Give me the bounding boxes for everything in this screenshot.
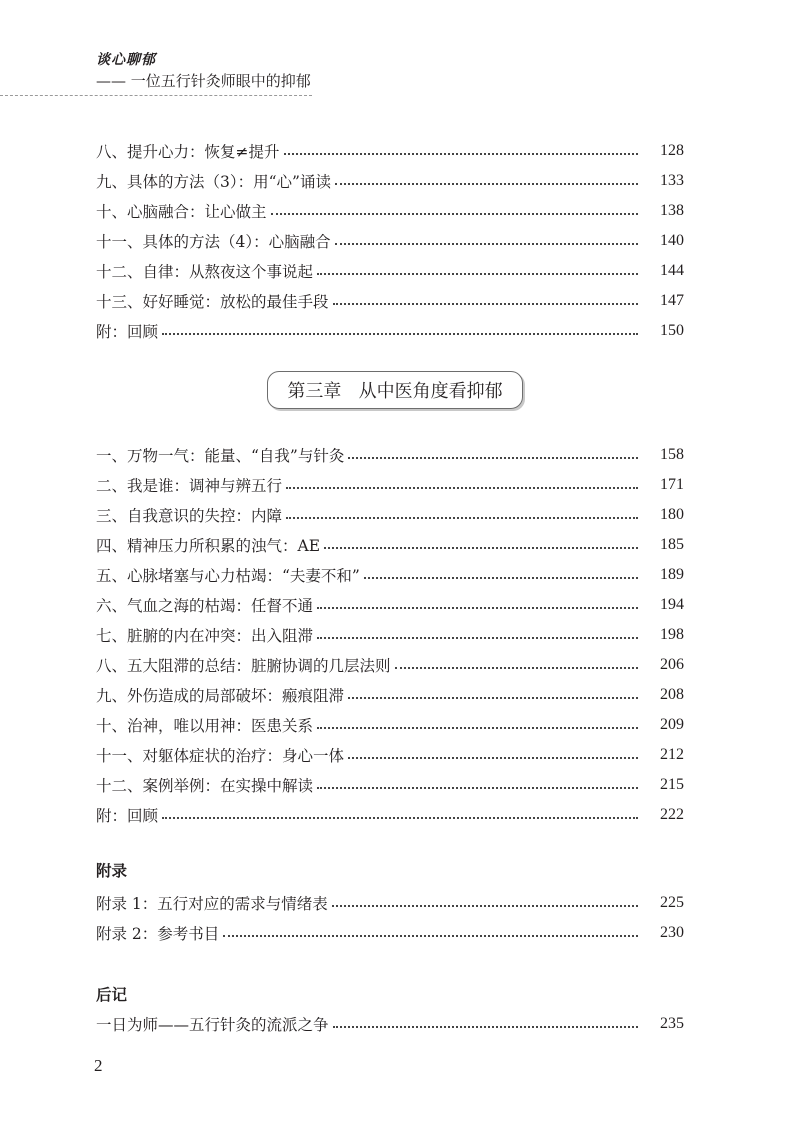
toc-entry[interactable] [96, 800, 684, 830]
toc-entry[interactable] [96, 440, 684, 470]
toc-entry-page: 235 [660, 1015, 684, 1032]
toc-appendix-list [96, 888, 684, 948]
toc-entry-page: 150 [660, 322, 684, 339]
dot-leader [348, 757, 638, 759]
dot-leader [332, 905, 638, 907]
dot-leader [162, 333, 638, 335]
toc-entry-title: 十一、对躯体症状的治疗：身心一体 [96, 747, 345, 765]
toc-entry[interactable] [96, 316, 684, 346]
toc-entry-page: 208 [660, 686, 684, 703]
toc-entry-page: 133 [660, 172, 684, 189]
toc-entry[interactable] [96, 560, 684, 590]
toc-entry[interactable] [96, 256, 684, 286]
dot-leader [317, 787, 638, 789]
toc-entry[interactable] [96, 620, 684, 650]
toc-entry-title: 十二、案例举例：在实操中解读 [96, 777, 314, 795]
toc-entry-page: 212 [660, 746, 684, 763]
toc-entry-page: 140 [660, 232, 684, 249]
toc-entry-page: 222 [660, 806, 684, 823]
toc-entry-title: 十、心脑融合：让心做主 [96, 203, 267, 221]
toc-entry-title: 附录 2：参考书目 [96, 925, 220, 943]
toc-entry-title: 八、五大阻滞的总结：脏腑协调的几层法则 [96, 657, 391, 675]
toc-entry[interactable] [96, 470, 684, 500]
toc-entry-page: 189 [660, 566, 684, 583]
toc-entry-page: 180 [660, 506, 684, 523]
dot-leader [317, 607, 638, 609]
toc-entry-page: 144 [660, 262, 684, 279]
running-header [96, 50, 316, 92]
dot-leader [324, 547, 638, 549]
toc-entry-page: 138 [660, 202, 684, 219]
toc-entry-page: 215 [660, 776, 684, 793]
toc-entry[interactable] [96, 136, 684, 166]
toc-entry[interactable] [96, 888, 684, 918]
toc-entry[interactable] [96, 530, 684, 560]
toc-entry-title: 附：回顾 [96, 323, 159, 341]
dot-leader [223, 935, 638, 937]
appendix-heading: 附录 [96, 862, 128, 880]
toc-entry[interactable] [96, 710, 684, 740]
toc-entry[interactable] [96, 590, 684, 620]
toc-entry-page: 158 [660, 446, 684, 463]
toc-entry-page: 185 [660, 536, 684, 553]
toc-entry-page: 209 [660, 716, 684, 733]
dot-leader [271, 213, 638, 215]
toc-entry-title: 二、我是谁：调神与辨五行 [96, 477, 283, 495]
toc-entry-title: 六、气血之海的枯竭：任督不通 [96, 597, 314, 615]
toc-entry[interactable] [96, 166, 684, 196]
dot-leader [395, 667, 638, 669]
toc-entry-title: 附录 1：五行对应的需求与情绪表 [96, 895, 328, 913]
toc-entry-page: 206 [660, 656, 684, 673]
toc-entry-title: 十一、具体的方法（4）：心脑融合 [96, 233, 331, 251]
dot-leader [286, 487, 638, 489]
toc-chapter2-list [96, 136, 684, 346]
dot-leader [335, 243, 638, 245]
toc-entry-title: 九、具体的方法（3）：用“心”诵读 [96, 173, 331, 191]
toc-entry-title: 附：回顾 [96, 807, 159, 825]
toc-entry-page: 147 [660, 292, 684, 309]
dot-leader [162, 817, 638, 819]
dot-leader [286, 517, 638, 519]
book-subtitle: —— 一位五行针灸师眼中的抑郁 [96, 72, 311, 90]
toc-entry[interactable] [96, 918, 684, 948]
toc-entry-title: 十二、自律：从熬夜这个事说起 [96, 263, 314, 281]
dot-leader [333, 1026, 638, 1028]
toc-entry-page: 230 [660, 924, 684, 941]
toc-entry-title: 十、治神，唯以用神：医患关系 [96, 717, 314, 735]
toc-entry-page: 194 [660, 596, 684, 613]
book-title: 谈心聊郁 [96, 52, 156, 68]
toc-entry-title: 一、万物一气：能量、“自我”与针灸 [96, 447, 345, 465]
toc-entry-page: 171 [660, 476, 684, 493]
chapter3-heading[interactable]: 第三章 从中医角度看抑郁 [267, 371, 523, 409]
toc-entry-title: 八、提升心力：恢复≠提升 [96, 143, 280, 161]
dot-leader [348, 697, 638, 699]
header-divider [0, 95, 312, 96]
toc-entry[interactable] [96, 1009, 684, 1039]
toc-entry[interactable] [96, 196, 684, 226]
toc-entry[interactable] [96, 226, 684, 256]
toc-entry-title: 十三、好好睡觉：放松的最佳手段 [96, 293, 329, 311]
toc-entry-title: 七、脏腑的内在冲突：出入阻滞 [96, 627, 314, 645]
dot-leader [364, 577, 638, 579]
dot-leader [348, 457, 638, 459]
toc-entry-title: 九、外伤造成的局部破坏：瘢痕阻滞 [96, 687, 345, 705]
dot-leader [335, 183, 638, 185]
dot-leader [317, 637, 638, 639]
afterword-heading: 后记 [96, 986, 128, 1004]
dot-leader [317, 727, 638, 729]
toc-entry-title: 五、心脉堵塞与心力枯竭：“夫妻不和” [96, 567, 360, 585]
dot-leader [317, 273, 638, 275]
toc-entry[interactable] [96, 286, 684, 316]
toc-entry[interactable] [96, 500, 684, 530]
toc-entry-title: 三、自我意识的失控：内障 [96, 507, 283, 525]
toc-entry-title: 四、精神压力所积累的浊气：AE [96, 537, 321, 555]
toc-entry-title: 一日为师——五行针灸的流派之争 [96, 1016, 329, 1034]
toc-entry[interactable] [96, 770, 684, 800]
toc-entry[interactable] [96, 680, 684, 710]
toc-entry-page: 198 [660, 626, 684, 643]
toc-afterword-list [96, 1009, 684, 1039]
toc-entry-page: 128 [660, 142, 684, 159]
page-number: 2 [94, 1056, 103, 1075]
toc-entry[interactable] [96, 740, 684, 770]
dot-leader [333, 303, 638, 305]
dot-leader [284, 153, 639, 155]
toc-entry-page: 225 [660, 894, 684, 911]
toc-chapter3-list [96, 440, 684, 830]
toc-entry[interactable] [96, 650, 684, 680]
